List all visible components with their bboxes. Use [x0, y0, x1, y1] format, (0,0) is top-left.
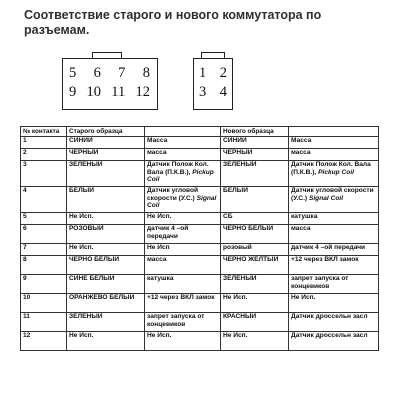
- new-wire-cell-text: розовый: [223, 244, 252, 252]
- table-row: [21, 312, 379, 331]
- pin-number-cell-text: 1: [23, 137, 27, 145]
- new-function-cell-text: Датчик дроссельн засл: [291, 332, 368, 340]
- new-wire-cell-text: БЕЛЫЙ: [223, 187, 248, 195]
- pin-label: 3: [199, 84, 207, 100]
- new-wire-cell-text: ЗЕЛЕНЫЙ: [223, 161, 257, 169]
- old-function-cell: [145, 148, 221, 160]
- header-old-empty: [145, 127, 221, 137]
- new-wire-cell-text: ЧЕРНО ЖЕЛТЫЙ: [223, 256, 279, 264]
- pin-label: 2: [219, 65, 227, 81]
- new-wire-cell-text: ЧЕРНЫЙ: [223, 149, 253, 157]
- pin-label: 7: [118, 65, 126, 81]
- old-wire-cell-text: ЧЕРНЫЙ: [69, 149, 99, 157]
- pin-number-cell-text: 9: [23, 275, 27, 283]
- pin-number-cell-text: 3: [23, 161, 27, 169]
- old-function-cell-text: +12 через ВКЛ замок: [147, 294, 215, 302]
- old-wire-cell-text: ЗЕЛЕНЫЙ: [69, 161, 103, 169]
- new-function-cell: [289, 186, 379, 212]
- table-row: [21, 160, 379, 186]
- old-function-cell-text: катушка: [147, 275, 174, 283]
- pin-number-cell: [21, 243, 67, 255]
- old-function-cell: [145, 224, 221, 243]
- pin-label: 1: [199, 65, 207, 81]
- old-wire-cell-text: СИНЕ БЕЛЫЙ: [69, 275, 115, 283]
- new-function-cell-text: запрет запуска от концевиков: [291, 275, 349, 290]
- pin-mapping-table: [20, 126, 379, 351]
- table-row: [21, 136, 379, 148]
- old-wire-cell-text: РОЗОВЫЙ: [69, 225, 104, 233]
- pin-number-cell: [21, 136, 67, 148]
- old-wire-cell: [67, 136, 145, 148]
- new-function-cell-text: +12 через ВКЛ замок: [291, 256, 359, 264]
- pin-number-cell: [21, 312, 67, 331]
- pin-number-cell-text: 10: [23, 294, 31, 302]
- new-function-cell-text: масса: [291, 149, 311, 157]
- new-wire-cell: [221, 293, 289, 312]
- old-wire-cell: [67, 186, 145, 212]
- new-function-cell-subtext: Signal Coil: [308, 194, 344, 202]
- old-function-cell: [145, 136, 221, 148]
- old-wire-cell: [67, 160, 145, 186]
- new-wire-cell-text: СБ: [223, 213, 233, 221]
- old-wire-cell-text: БЕЛЫЙ: [69, 187, 94, 195]
- old-function-cell: [145, 212, 221, 224]
- new-function-cell: [289, 148, 379, 160]
- pin-label: 6: [93, 65, 101, 81]
- old-wire-cell: [67, 274, 145, 293]
- new-function-cell: [289, 331, 379, 350]
- table-row: [21, 148, 379, 160]
- old-function-cell-subtext: Pickup Coil: [147, 168, 214, 184]
- old-function-cell: [145, 331, 221, 350]
- pin-label: 12: [135, 84, 150, 100]
- old-wire-cell-text: СИНИЙ: [69, 137, 93, 145]
- pin-number-cell: [21, 224, 67, 243]
- pin-number-cell: [21, 148, 67, 160]
- old-function-cell-text: датчик 4 –ой передачи: [147, 225, 189, 240]
- pin-number-cell: [21, 212, 67, 224]
- connector-new-row-2: [199, 83, 227, 102]
- table-row: [21, 274, 379, 293]
- table-row: [21, 331, 379, 350]
- new-wire-cell: [221, 255, 289, 274]
- table-header-row: [21, 127, 379, 137]
- old-function-cell: [145, 274, 221, 293]
- table-row: [21, 243, 379, 255]
- new-function-cell: [289, 274, 379, 293]
- new-function-cell-text: катушка: [291, 213, 318, 221]
- new-wire-cell-text: Не Исп.: [223, 332, 248, 340]
- old-wire-cell-text: Не Исп.: [69, 332, 94, 340]
- new-function-cell: [289, 293, 379, 312]
- pin-number-cell: [21, 293, 67, 312]
- new-wire-cell: [221, 224, 289, 243]
- old-function-cell-text: Датчик угловой скорости (У.С.): [147, 187, 199, 202]
- new-wire-cell-text: Не Исп.: [223, 294, 248, 302]
- new-wire-cell-text: ЧЕРНО БЕЛЫЙ: [223, 225, 274, 233]
- old-wire-cell-text: Не Исп.: [69, 244, 94, 252]
- new-function-cell: [289, 136, 379, 148]
- old-function-cell: [145, 186, 221, 212]
- pin-label: 5: [69, 65, 77, 81]
- header-new-empty: [289, 127, 379, 137]
- pin-label: 10: [86, 84, 101, 100]
- pin-number-cell-text: 8: [23, 256, 27, 264]
- old-wire-cell: [67, 312, 145, 331]
- header-new-type: Нового образца: [221, 127, 289, 137]
- old-function-cell-text: Не Исп.: [147, 332, 172, 340]
- old-wire-cell: [67, 331, 145, 350]
- new-function-cell: [289, 255, 379, 274]
- table-row: [21, 255, 379, 274]
- old-function-cell-text: Датчик Полож Кол. Вала (П.К.В.),: [147, 161, 209, 176]
- new-function-cell-text: Датчик Полож Кол. Вала (П.К.В.),: [291, 161, 371, 176]
- old-function-cell-text: запрет запуска от концевиков: [147, 313, 205, 328]
- new-wire-cell: [221, 331, 289, 350]
- old-wire-cell: [67, 293, 145, 312]
- header-old-type: Старого образца: [67, 127, 145, 137]
- new-function-cell-text: масса: [291, 225, 311, 233]
- pin-number-cell-text: 2: [23, 149, 27, 157]
- old-function-cell-text: Не Исп: [147, 244, 170, 252]
- old-wire-cell: [67, 212, 145, 224]
- old-function-cell: [145, 160, 221, 186]
- pin-label: 11: [111, 84, 126, 100]
- new-function-cell-text: Масса: [291, 137, 312, 145]
- table-body: [21, 136, 379, 350]
- new-function-cell: [289, 212, 379, 224]
- old-wire-cell-text: ЧЕРНО БЕЛЫЙ: [69, 256, 120, 264]
- old-function-cell: [145, 255, 221, 274]
- pin-number-cell-text: 6: [23, 225, 27, 233]
- new-wire-cell: [221, 212, 289, 224]
- page-title: Соответствие старого и нового коммутатора по разъемам.: [24, 8, 322, 37]
- table-row: [21, 212, 379, 224]
- new-wire-cell: [221, 186, 289, 212]
- new-function-cell: [289, 312, 379, 331]
- new-wire-cell: [221, 243, 289, 255]
- pin-number-cell: [21, 186, 67, 212]
- new-wire-cell: [221, 136, 289, 148]
- new-function-cell-text: Датчик дроссельн засл: [291, 313, 368, 321]
- new-function-cell-text: Датчик угловой скорости (У.С.): [291, 187, 374, 202]
- pin-number-cell-text: 11: [23, 313, 30, 321]
- pin-number-cell-text: 4: [23, 187, 27, 195]
- old-wire-cell: [67, 224, 145, 243]
- pin-number-cell-text: 12: [23, 332, 31, 340]
- old-function-cell-text: Масса: [147, 137, 168, 145]
- old-function-cell-subtext: Signal Coil: [147, 194, 217, 210]
- new-function-cell: [289, 224, 379, 243]
- new-function-cell-text: Не Исп.: [291, 294, 316, 302]
- pin-number-cell: [21, 160, 67, 186]
- new-function-cell-text: датчик 4 –ой передачи: [291, 244, 366, 252]
- new-function-cell-subtext: Pickup Coil: [318, 168, 354, 176]
- old-wire-cell: [67, 148, 145, 160]
- header-pin-number: № контакта: [21, 127, 67, 137]
- connector-old-row-2: [69, 83, 150, 102]
- old-function-cell-text: Не Исп.: [147, 213, 172, 221]
- old-wire-cell-text: ЗЕЛЕНЫЙ: [69, 313, 103, 321]
- new-function-cell: [289, 160, 379, 186]
- old-function-cell-text: масса: [147, 256, 167, 264]
- table-row: [21, 293, 379, 312]
- old-wire-cell-text: ОРАНЖЕВО БЕЛЫЙ: [69, 294, 135, 302]
- connector-new-diagram: [193, 58, 233, 110]
- old-wire-cell: [67, 255, 145, 274]
- pin-number-cell: [21, 331, 67, 350]
- new-wire-cell: [221, 160, 289, 186]
- new-wire-cell: [221, 312, 289, 331]
- old-function-cell: [145, 243, 221, 255]
- connector-old-row-1: [69, 64, 150, 83]
- new-wire-cell: [221, 274, 289, 293]
- pin-number-cell: [21, 274, 67, 293]
- new-wire-cell-text: ЗЕЛЕНЫЙ: [223, 275, 257, 283]
- connector-new-row-1: [199, 64, 227, 83]
- new-wire-cell-text: КРАСНЫЙ: [223, 313, 257, 321]
- old-wire-cell-text: Не Исп.: [69, 213, 94, 221]
- old-function-cell-text: масса: [147, 149, 167, 157]
- pin-label: 4: [219, 84, 227, 100]
- table-row: [21, 224, 379, 243]
- pin-number-cell: [21, 255, 67, 274]
- connector-old-diagram: [62, 58, 158, 110]
- table-row: [21, 186, 379, 212]
- new-wire-cell-text: СИНИЙ: [223, 137, 247, 145]
- new-wire-cell: [221, 148, 289, 160]
- pin-label: 9: [69, 84, 77, 100]
- old-function-cell: [145, 312, 221, 331]
- pin-label: 8: [142, 65, 150, 81]
- pin-number-cell-text: 7: [23, 244, 27, 252]
- pin-number-cell-text: 5: [23, 213, 27, 221]
- old-function-cell: [145, 293, 221, 312]
- new-function-cell: [289, 243, 379, 255]
- old-wire-cell: [67, 243, 145, 255]
